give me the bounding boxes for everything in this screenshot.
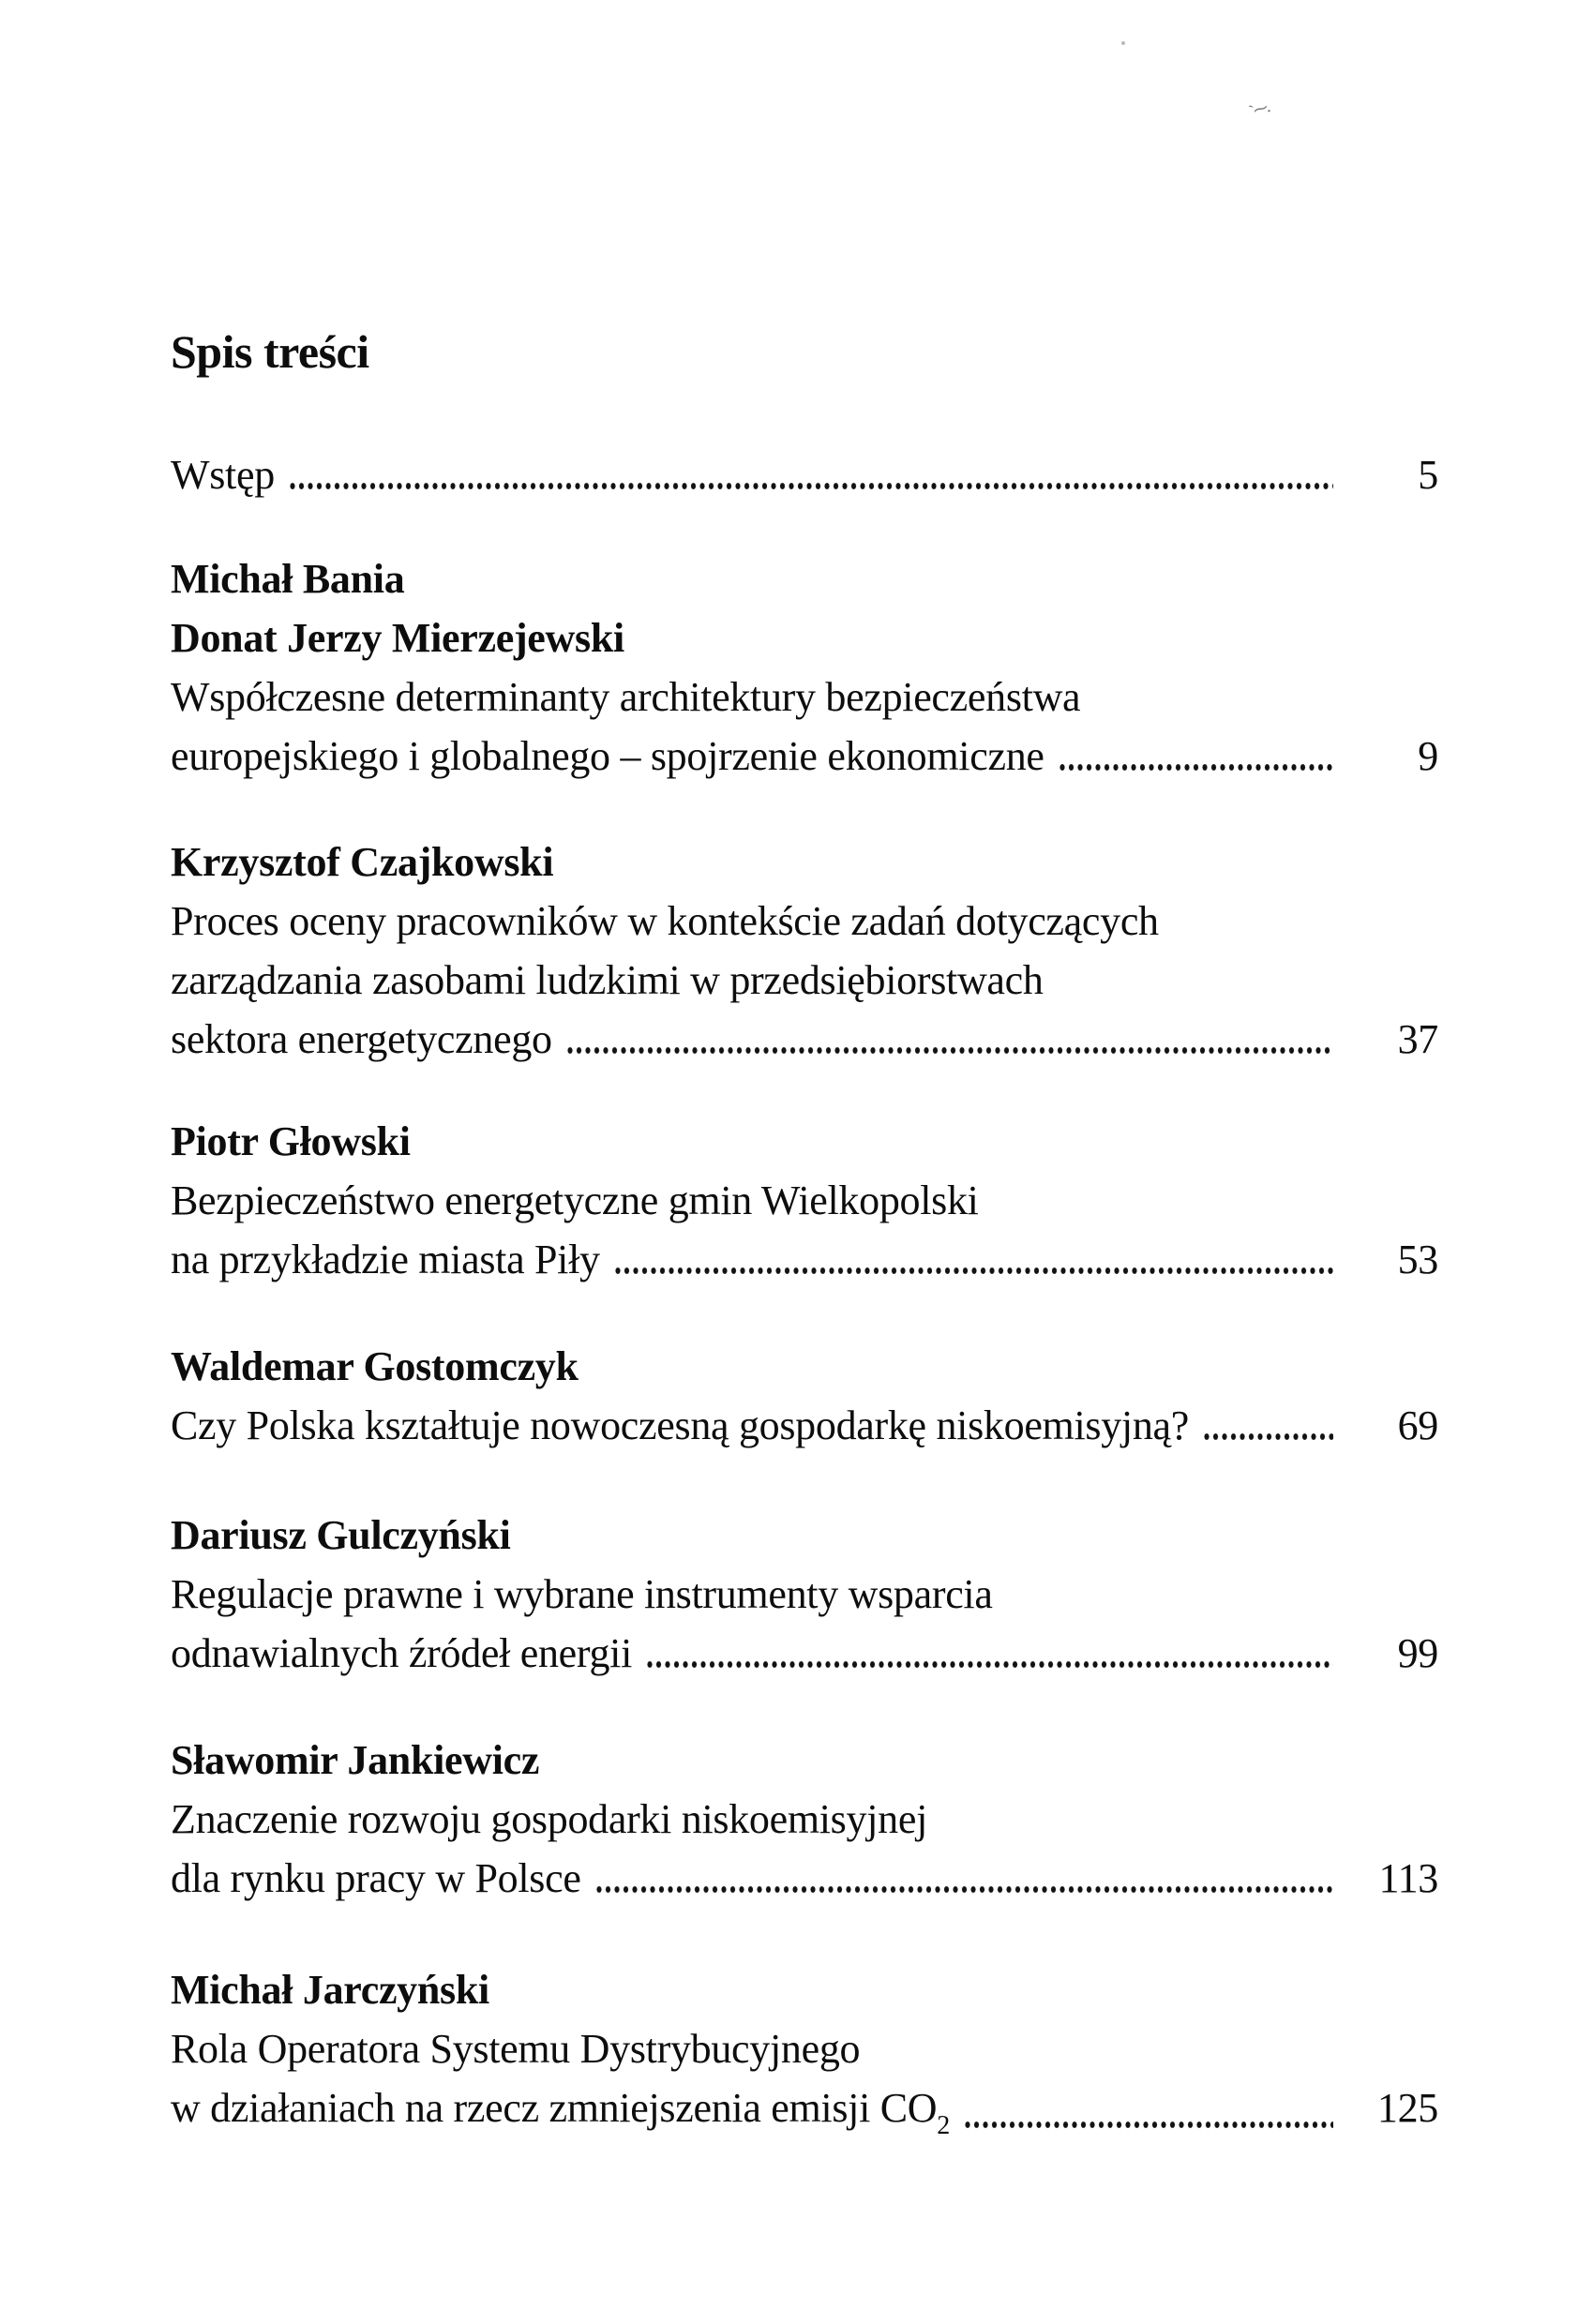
toc-page <box>171 0 1438 2143</box>
entry-title-line: odnawialnych źródeł energii <box>171 1630 633 1676</box>
toc-entry-glowski <box>171 1112 1438 1289</box>
toc-entry-gulczynski <box>171 1506 1438 1683</box>
page-number: 113 <box>1378 1855 1438 1901</box>
entry-title-line: zarządzania zasobami ludzkimi w przedsiębiorstwach <box>171 957 1044 1003</box>
entry-title: Wstęp <box>171 452 275 498</box>
toc-entry-jankiewicz <box>171 1731 1438 1908</box>
toc-row <box>171 1624 1438 1683</box>
dot-leader <box>1044 727 1356 786</box>
entry-title-line: na przykładzie miasta Piły <box>171 1237 600 1282</box>
entry-author: Donat Jerzy Mierzejewski <box>171 615 624 661</box>
scan-speck-artifact <box>1121 41 1125 45</box>
toc-entry-bania-mierzejewski <box>171 549 1438 786</box>
toc-entry-jarczynski <box>171 1960 1438 2143</box>
toc-row <box>171 1396 1438 1455</box>
dot-leader <box>950 2078 1356 2143</box>
toc-row <box>171 1010 1438 1069</box>
dot-leader <box>581 1849 1356 1908</box>
toc-entry-gostomczyk <box>171 1337 1438 1455</box>
toc-entry-czajkowski <box>171 832 1438 1069</box>
entry-author: Piotr Głowski <box>171 1118 411 1164</box>
toc-row <box>171 727 1438 786</box>
entry-author: Krzysztof Czajkowski <box>171 839 554 885</box>
toc-row <box>171 2078 1438 2143</box>
page-number: 37 <box>1397 1016 1438 1062</box>
dot-leader <box>275 445 1356 504</box>
entry-title-line: Znaczenie rozwoju gospodarki niskoemisyjnej <box>171 1796 927 1842</box>
entry-title-line: sektora energetycznego <box>171 1016 552 1062</box>
entry-author: Michał Jarczyński <box>171 1967 489 2013</box>
entry-title-line: europejskiego i globalnego – spojrzenie ekonomiczne <box>171 733 1044 779</box>
entry-title-line: Współczesne determinanty architektury bezpieczeństwa <box>171 674 1081 720</box>
dot-leader <box>632 1624 1356 1683</box>
toc-row <box>171 1849 1438 1908</box>
scan-smudge-artifact: `∼. <box>1246 97 1270 122</box>
page-number: 5 <box>1418 452 1438 498</box>
toc-entry-wstep <box>171 445 1438 504</box>
entry-title-line: Rola Operatora Systemu Dystrybucyjnego <box>171 2026 861 2072</box>
page-number: 9 <box>1418 733 1438 779</box>
co2-subscript: 2 <box>937 2111 951 2140</box>
page-number: 53 <box>1397 1237 1438 1282</box>
toc-row <box>171 1230 1438 1289</box>
entry-title-line <box>171 2078 950 2143</box>
toc-row <box>171 445 1438 504</box>
dot-leader <box>1189 1396 1356 1455</box>
dot-leader <box>552 1010 1356 1069</box>
dot-leader <box>600 1230 1356 1289</box>
entry-title-line: dla rynku pracy w Polsce <box>171 1855 581 1901</box>
entry-author: Sławomir Jankiewicz <box>171 1737 540 1783</box>
entry-author: Michał Bania <box>171 556 405 602</box>
page-number: 99 <box>1397 1630 1438 1676</box>
entry-title-text: w działaniach na rzecz zmniejszenia emisji CO <box>171 2085 938 2131</box>
entry-title-line: Bezpieczeństwo energetyczne gmin Wielkopolski <box>171 1177 979 1223</box>
entry-title-line: Regulacje prawne i wybrane instrumenty wsparcia <box>171 1571 993 1617</box>
page-number: 125 <box>1376 2085 1438 2131</box>
entry-author: Waldemar Gostomczyk <box>171 1343 579 1389</box>
page-title: Spis treści <box>171 325 369 378</box>
entry-title-line: Czy Polska kształtuje nowoczesną gospodarkę niskoemisyjną? <box>171 1402 1190 1448</box>
entry-author: Dariusz Gulczyński <box>171 1512 511 1558</box>
page-number: 69 <box>1397 1402 1438 1448</box>
entry-title-line: Proces oceny pracowników w kontekście zadań dotyczących <box>171 898 1159 944</box>
